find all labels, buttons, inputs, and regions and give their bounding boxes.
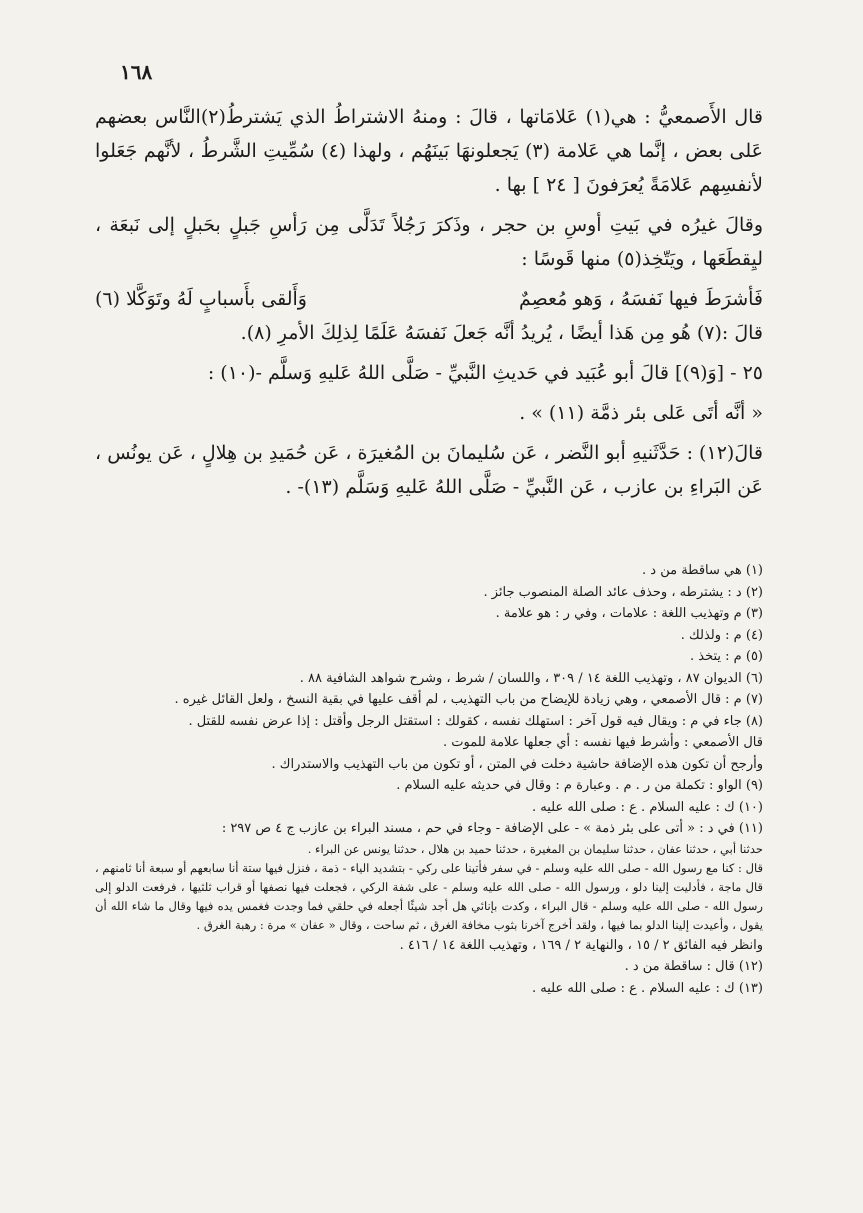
footnote-11-hadith: قال : كنا مع رسول الله - صلى الله عليه وسلم - في سفر فأتينا على ركي - بتشديد الياء - ذمة ، فنزل فيها ستة أنا سابعهم أو سبعة أنا ثامنهم ، قال ماجة ، فأدليت إلينا دلو ، ورسول الله - صلى الله عليه وسلم - على شفة الركي ، فجعلت فيها نصفها أو قراب ثلثيها ، فرفعت الدلو إلى رسول الله - صلى الله عليه وسلم - قال البراء ، وكدت بإنائي هل أجد شيئًا أجعله في حلقي فما وجدت فغمس يده فيها وقال ما شاء الله أن يقول ، وأعيدت إلينا الدلو بما فيها ، ولقد أخرج آخرنا بثوب مخافة الغرق ، ثم ساحت ، وقال « عفان » مرة : رهبة الغرق .	[95, 860, 763, 932]
footnote-4: (٤) م : ولذلك .	[680, 627, 763, 643]
footnote-12: (١٢) قال : ساقطة من د .	[624, 959, 763, 974]
footnote-8-note: وأرجح أن تكون هذه الإضافة حاشية دخلت في المتن ، أو تكون من باب التهذيب والاستدراك .	[271, 756, 763, 772]
paragraph-2: وقالَ غيرُه في بَيتِ أوسِ بن حجر ، وذَكرَ رَجُلاً تَدَلَّى مِن رَأسِ جَبلٍ بحَبلٍ إلى نَبعَة ، ليِقطَعَها ، ويَتّخِذ(٥) منها قَوسًا :	[95, 214, 763, 270]
footnote-7: (٧) م : قال الأصمعي ، وهي زيادة للإيضاح من باب التهذيب ، لم أقف عليها في بقية النسخ ، ولعل القائل غيره .	[174, 692, 763, 707]
footnote-13: (١٣) ك : عليه السلام . ع : صلى الله عليه .	[532, 980, 763, 996]
verse-first-hemistich: فَأشرَطَ فيها نَفسَهُ ، وَهو مُعصِمٌ	[518, 288, 763, 310]
main-text	[95, 100, 763, 510]
footnote-1: (١) هي ساقطة من د .	[642, 563, 763, 578]
footnote-3: (٣) م وتهذيب اللغة : علامات ، وفي ر : هو علامة .	[495, 606, 763, 621]
footnote-11: (١١) في د : « أتى على بئر ذمة » - على الإضافة - وجاء في حم ، مسند البراء بن عازب ج ٤ ص ٢٩٧ :	[221, 821, 763, 836]
page-number: ١٦٨	[120, 60, 153, 84]
footnote-8-continued: قال الأصمعي : وأشرط فيها نفسه : أي جعلها علامة للموت .	[442, 735, 763, 750]
footnote-8: (٨) جاء في م : ويقال فيه قول آخر : استهلك نفسه ، كقولك : استقتل الرجل وأقتل : إذا عرض نفسه للقتل .	[188, 713, 763, 729]
footnote-5: (٥) م : يتخذ .	[690, 649, 763, 664]
paragraph-5: « أنَّه أتَى عَلى بئر ذمَّة (١١) » .	[519, 402, 763, 424]
footnote-10: (١٠) ك : عليه السلام . ع : صلى الله عليه .	[532, 799, 763, 815]
paragraph-4: ٢٥ - [وَ(٩)] قالَ أبو عُبَيد في حَديثِ النَّبيِّ - صَلَّى اللهُ عَليهِ وَسلَّم -(١٠) :	[207, 362, 763, 384]
paragraph-1: قال الأَصمعيُّ : هي(١) عَلامَاتها ، قالَ : ومنهُ الاشتراطُ الذي يَشترطُ(٢)النَّاس بعضهم عَلى بعض ، إنَّما هي عَلامة (٣) يَجعلونهَا بَينَهُم ، ولهذا (٤) سُمِّيتِ الشَّرطُ ، لأنَّهم جَعَلوا لأنفسِهم عَلامَةً يُعرَفونَ [ ٢٤ ] بها .	[95, 106, 764, 196]
paragraph-6: قالَ(١٢) : حَدَّثَنيهِ أبو النَّضر ، عَن سُليمانَ بن المُغيرَة ، عَن حُمَيدِ بن هِلالٍ ، عَن يونُس ، عَن البَراءِ بن عازب ، عَن النَّبيِّ - صَلَّى اللهُ عَليهِ وَسَلَّم (١٣)- .	[95, 442, 763, 498]
footnote-11-chain: حدثنا أبي ، حدثنا عفان ، حدثنا سليمان بن المغيرة ، حدثنا حميد بن هلال ، حدثنا يونس عن البراء .	[307, 841, 763, 856]
paragraph-3: قالَ :(٧) هُو مِن هَذا أيضًا ، يُريدُ أنَّه جَعلَ نَفسَهُ عَلَمًا لِذلِكَ الأمرِ (٨).	[240, 322, 763, 344]
footnotes	[95, 560, 763, 999]
footnote-11-refs: وانظر فيه الفائق ٢ / ١٥ ، والنهاية ٢ / ١٦٩ ، وتهذيب اللغة ١٤ / ٤١٦ .	[399, 937, 763, 953]
poetry-verse	[95, 282, 763, 316]
footnote-9: (٩) الواو : تكملة من ر . م . وعبارة م : وقال في حديثه عليه السلام .	[396, 778, 763, 793]
footnote-6: (٦) الديوان ٨٧ ، وتهذيب اللغة ١٤ / ٣٠٩ ، واللسان / شرط ، وشرح شواهد الشافية ٨٨ .	[299, 670, 763, 686]
verse-second-hemistich: وَأَلقى بأَسبابٍ لَهُ وتَوَكَّلا (٦)	[95, 288, 307, 310]
footnote-2: (٢) د : يشترطه ، وحذف عائد الصلة المنصوب جائز .	[483, 584, 763, 600]
